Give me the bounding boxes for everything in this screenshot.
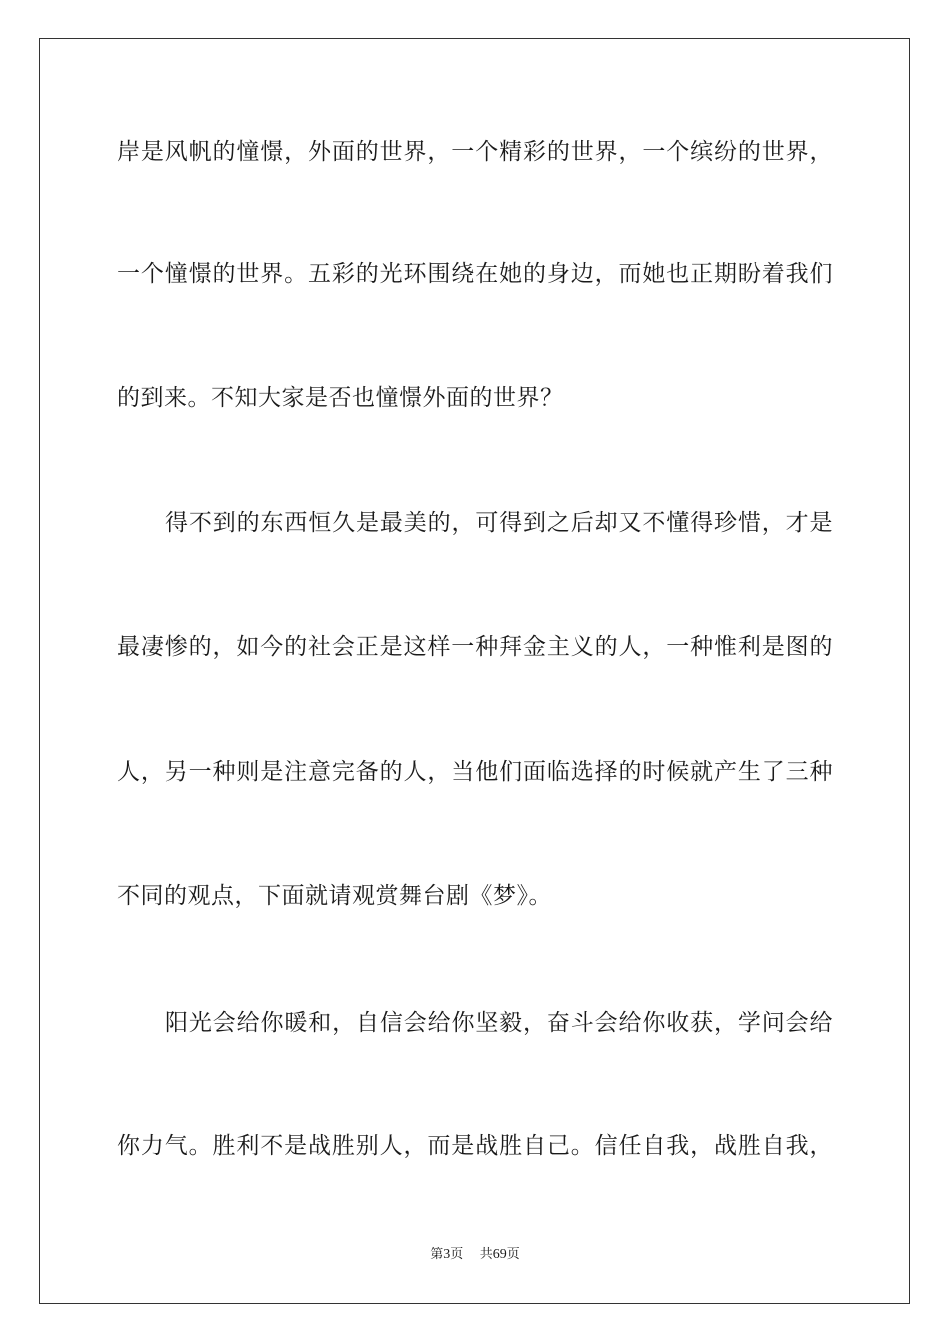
page-border (39, 38, 910, 1304)
total-suffix: 页 (506, 1247, 520, 1262)
paragraph-2-line-1: 得不到的东西恒久是最美的，可得到之后却又不懂得珍惜，才是 (165, 510, 833, 536)
page-prefix: 第 (430, 1247, 444, 1262)
paragraph-2-line-2: 最凄惨的，如今的社会正是这样一种拜金主义的人，一种惟利是图的 (117, 634, 833, 660)
total-prefix: 共 (479, 1247, 493, 1262)
paragraph-3-line-1: 阳光会给你暖和，自信会给你坚毅，奋斗会给你收获，学问会给 (165, 1010, 833, 1036)
paragraph-1-line-3: 的到来。不知大家是否也憧憬外面的世界？ (117, 385, 564, 411)
paragraph-1-line-1: 岸是风帆的憧憬，外面的世界，一个精彩的世界，一个缤纷的世界， (117, 139, 833, 165)
paragraph-3-line-2: 你力气。胜利不是战胜别人，而是战胜自己。信任自我，战胜自我， (117, 1133, 833, 1159)
total-pages: 69 (492, 1247, 507, 1262)
paragraph-2-line-4: 不同的观点，下面就请观赏舞台剧《梦》。 (117, 883, 552, 909)
paragraph-2-line-3: 人，另一种则是注意完备的人，当他们面临选择的时候就产生了三种 (117, 759, 833, 785)
page-number: 3 (443, 1247, 451, 1262)
page-footer (0, 1246, 950, 1264)
paragraph-1-line-2: 一个憧憬的世界。五彩的光环围绕在她的身边，而她也正期盼着我们 (117, 261, 833, 287)
page-suffix: 页 (450, 1247, 464, 1262)
